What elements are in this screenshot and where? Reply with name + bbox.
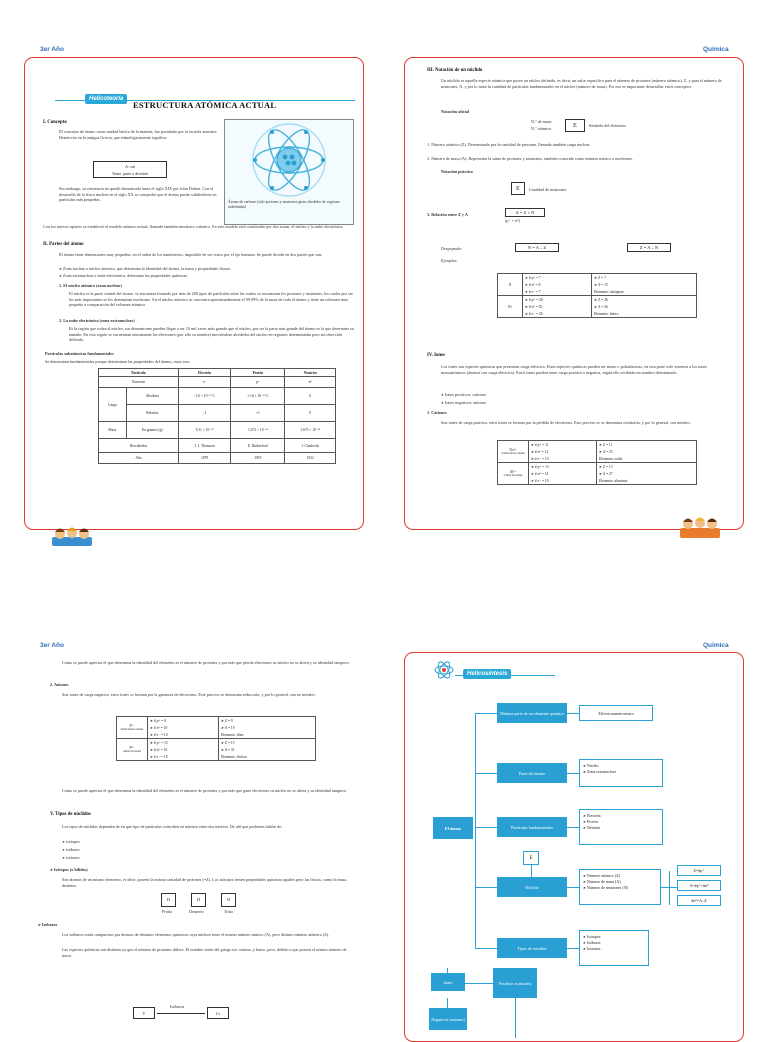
table-header: Electrón bbox=[178, 369, 230, 377]
dalton-text: Sin embargo, su existencia no quedó demostrada hasta el siglo XIX por John Dalton. Con el desarrollo de la física nuclear en el siglo XX se comprobó que el átomo puede subdividirse en partículas más pequeñas. bbox=[59, 186, 217, 203]
table-cell bbox=[117, 739, 148, 761]
section-iones: IV. Iones bbox=[427, 353, 446, 358]
table-row bbox=[498, 296, 697, 304]
isotope-name-deuterio: Deuterio bbox=[189, 909, 204, 914]
table-cell: ➤ # n⁰ = 16 bbox=[148, 746, 219, 753]
bullet-zona-extranuclear: ➤ Zona extranuclear o nube electrónica, determina las propiedades químicas. bbox=[59, 273, 354, 280]
heading-particulas: Partículas subatómicas fundamentales bbox=[45, 351, 114, 356]
node-nuclido: Núclido bbox=[497, 877, 567, 897]
page-1 bbox=[24, 57, 364, 530]
notacion-text: Un núclido es aquella especie atómica que posee un núcleo definido, es decir, un valor específico para el número de protones (número atómico), Z, y para el número de neutrones, N, y por lo tanto la cantidad de partículas fundamentales en el núcleo (número de masa). Por eso es importante desarrollar estos conceptos. bbox=[441, 78, 722, 89]
table-cell: E. Rutherford bbox=[231, 439, 285, 453]
anion-sub: Anión mono-valente bbox=[120, 727, 144, 731]
table-cell: ➤ # p⁺ = 7 bbox=[523, 274, 592, 282]
table-row bbox=[498, 288, 697, 296]
section-concepto: I. Concepto bbox=[43, 120, 67, 125]
list-item: ➤ Isótonos bbox=[583, 946, 645, 952]
node-iones: Iones bbox=[431, 973, 465, 991]
section-tipos-nuclidos: V. Tipos de núclidos bbox=[50, 812, 91, 817]
table-row bbox=[498, 463, 697, 471]
table-cell: ➤ # p⁺ = 15 bbox=[148, 739, 219, 747]
table-header: Protón bbox=[231, 369, 285, 377]
cation-symbol: Al³⁺ bbox=[509, 469, 517, 474]
connector bbox=[475, 887, 497, 888]
isobar-label: Isóbaros bbox=[170, 1004, 185, 1009]
node-tipos-list bbox=[579, 930, 649, 966]
formula-n: N = A – Z bbox=[515, 243, 559, 252]
isobaros-text-2: Las especies químicas son distintas ya que el número de protones difiere. El nombre viene del griego iso: mismo, y baros: peso, debido a que poseen el mismo número de masa. bbox=[62, 947, 347, 958]
example-symbol: N bbox=[508, 282, 512, 287]
element-symbol-2: E bbox=[516, 186, 520, 192]
table-cell: Descubridor bbox=[99, 439, 179, 453]
element-symbol: E bbox=[573, 123, 577, 129]
formula-a: A=#p⁺+#n⁰ bbox=[677, 880, 721, 891]
label-ejemplos: Ejemplos bbox=[441, 258, 457, 263]
section-partes: II. Partes del átomo bbox=[43, 242, 84, 247]
list-item: ➤ Número atómico (Z) bbox=[583, 873, 657, 879]
table-cell: -1,6 × 10⁻¹⁹ C bbox=[178, 388, 230, 405]
anion-table bbox=[116, 716, 316, 761]
node-particulas-list bbox=[579, 809, 663, 845]
header-grade-label: 3er Año bbox=[40, 46, 64, 53]
table-cell: Elemento: fósforo bbox=[218, 753, 315, 761]
formula-z: Z = A – N bbox=[627, 243, 671, 252]
isotope-name-tritio: Tritio bbox=[224, 909, 234, 914]
table-cell bbox=[498, 296, 523, 318]
table-cell: ➤ # n⁰ = 30 bbox=[523, 303, 592, 310]
table-row bbox=[498, 303, 697, 310]
table-cell: ➤ A = 27 bbox=[596, 470, 696, 477]
table-row bbox=[498, 310, 697, 318]
anion-symbol: F¹⁻ bbox=[129, 723, 135, 728]
nube-text: Es la región que rodea al núcleo, sus dimensiones pueden llegar a ser 10 mil veces más grande que el núcleo, por ser la parte más grande del átomo es la que determina su tamaño. En esta región se encuentran únicamente los electrones (por ello su nombre) moviéndose alrededor del núcleo en regiones determinadas pero sin dirección definida. bbox=[69, 326, 354, 343]
table-cell: +1 bbox=[231, 405, 285, 422]
cation-sub: Catión trivalente bbox=[503, 473, 523, 477]
connector bbox=[475, 713, 476, 948]
anion-symbol: P³⁻ bbox=[129, 745, 135, 750]
table-row bbox=[498, 441, 697, 449]
table-row bbox=[99, 405, 336, 422]
table-cell: Elemento: aluminio bbox=[596, 477, 696, 485]
table-cell: n⁰ bbox=[285, 377, 336, 388]
header-subject-label-2: Química bbox=[703, 642, 729, 649]
table-cell: ➤ # n⁰ = 8 bbox=[523, 281, 592, 288]
table-row bbox=[99, 422, 336, 439]
heading-notacion-oficial: Notación oficial bbox=[441, 109, 470, 114]
table-cell: ➤ Z = 26 bbox=[592, 296, 697, 304]
table-cell: En gramos (g) bbox=[126, 422, 178, 439]
section-notacion: III. Notación de un núclido bbox=[427, 68, 483, 73]
table-cell: ➤ # n⁰ = 10 bbox=[148, 724, 219, 731]
table-cell bbox=[117, 717, 148, 739]
table-row bbox=[117, 717, 316, 725]
table-cell: Elemento: hierro bbox=[592, 310, 697, 318]
page-3 bbox=[24, 652, 364, 1024]
relation-sub: (p⁺ + n⁰) bbox=[505, 218, 521, 223]
table-cell: +1,6 × 10⁻¹⁹ C bbox=[231, 388, 285, 405]
table-cell bbox=[498, 441, 529, 463]
node-electricamente-neutro: Eléctricamente neutro bbox=[579, 705, 653, 721]
table-cell: Elemento: nitrógeno bbox=[592, 288, 697, 296]
example-symbol: Fe bbox=[508, 304, 512, 309]
bullet-isobaros: ➤ isóbaros bbox=[62, 847, 80, 854]
list-item: ➤ Protón bbox=[583, 819, 659, 825]
isotope-protio: H bbox=[161, 893, 176, 907]
table-cell: ➤ Z = 15 bbox=[218, 739, 315, 747]
identidad-text-1: Como se puede apreciar el que determina la identidad del elemento es el número de protones y por más que pierda electrones su núcleo no se altera y su identidad tampoco. bbox=[62, 660, 350, 665]
node-positivos: Positivos (cationes) bbox=[493, 968, 537, 998]
table-cell: J. J. Thomson bbox=[178, 439, 230, 453]
practical-symbol-box bbox=[511, 182, 525, 195]
connector bbox=[463, 983, 493, 984]
iones-text: Los iones son especies químicas que presentan carga eléctrica. Estas especies químicas pueden ser mono o poliatómicas, en esta parte solo veremos a los iones monoatómicos (átomos con carga eléctrica). Estos iones pueden tener carga positiva o negativa, según ello recibirán un nombre determinado. bbox=[441, 364, 707, 375]
heading-notacion-practica: Notación práctica bbox=[441, 169, 473, 174]
table-cell: 1919 bbox=[231, 453, 285, 464]
node-minima-parte: Mínima parte de un elemento químico bbox=[497, 703, 567, 723]
heading-isobaros: ➤ Isóbaros bbox=[38, 922, 57, 929]
connector bbox=[669, 871, 670, 905]
table-cell: ➤ # e⁻ = 10 bbox=[529, 455, 597, 463]
isotope-tritio: H bbox=[221, 893, 236, 907]
nucleo-text: El núcleo es la parte central del átomo, se encuentra formado por más de 200 tipos de partículas entre las cuales se encuentran los protones y neutrones, los cuales por ser los más importantes se les denominan nucleones. En el núcleo atómico se concentra aproximadamente el 99,99% de la masa de todo el átomo y tiene un volumen muy pequeño a comparación del volumen atómico. bbox=[69, 291, 353, 308]
atom-caption: Átomo de carbono (sólo protones y neutrones giran alrededor de regiones indefinidas) bbox=[228, 200, 340, 209]
etymology-box bbox=[93, 161, 167, 178]
node-negativos: Negativos (aniones) bbox=[429, 1008, 467, 1030]
heading-isotopos: ➤ Isótopos (o hílidos) bbox=[50, 867, 88, 874]
table-cell: 1,675 × 10⁻²⁴ bbox=[285, 422, 336, 439]
table-cell: 0 bbox=[285, 405, 336, 422]
table-cell: 0 bbox=[285, 388, 336, 405]
table-cell: ➤ # e⁻ = 10 bbox=[148, 731, 219, 739]
node-partes-list bbox=[579, 759, 663, 787]
heading-cationes: 1. Cationes bbox=[427, 410, 447, 415]
table-cell: 9,11 × 10⁻²⁸ bbox=[178, 422, 230, 439]
connector bbox=[567, 713, 579, 714]
bullet-aniones: ➤ Iones negativos: aniones bbox=[441, 400, 486, 407]
label-neutrones: Cantidad de neutrones bbox=[529, 187, 567, 192]
etymology-tomo: Tomo: parte o división bbox=[111, 171, 149, 176]
bullet-zona-nuclear: ➤ Zona nuclear o núcleo atómico, que determina la identidad del átomo, la masa y propiedades físicas. bbox=[59, 266, 354, 273]
etymology-a: A: sin bbox=[125, 164, 135, 169]
heading-nube: 2. La nube electrónica (zona extranuclear) bbox=[59, 318, 135, 323]
connector bbox=[475, 773, 497, 774]
table-cell: e⁻ bbox=[178, 377, 230, 388]
list-item: ➤ Electrón bbox=[583, 813, 659, 819]
table-cell: ➤ # e⁻ = 26 bbox=[523, 310, 592, 318]
heading-aniones: 2. Aniones bbox=[50, 682, 69, 687]
connector bbox=[475, 827, 497, 828]
table-cell: ➤ Z = 11 bbox=[596, 441, 696, 449]
table-cell: ➤ Z = 7 bbox=[592, 274, 697, 282]
table-row bbox=[498, 281, 697, 288]
table-cell: J. Chadwick bbox=[285, 439, 336, 453]
table-cell: ➤ # p⁺ = 9 bbox=[148, 717, 219, 725]
helicosintesis-banner: Helicosíntesis bbox=[463, 669, 511, 679]
cationes-text: Son iones de carga positiva, estos iones se forman por la pérdida de electrones. Este proceso se se denomina oxidación, y por lo general, son metales. bbox=[441, 420, 691, 425]
table-cell: 1932 bbox=[285, 453, 336, 464]
cation-table bbox=[497, 440, 697, 485]
list-item: ➤ Número de neutrones (N) bbox=[583, 885, 657, 891]
item-numero-atomico: 1. Número atómico (Z). Determinado por la cantidad de protones, llamada también carga nuclear. bbox=[427, 142, 591, 147]
item-relacion: 3. Relación entre Z y A bbox=[427, 212, 468, 217]
particulas-text: Se denominan fundamentales porque determinan las propiedades del átomo, estas son: bbox=[45, 359, 190, 364]
node-nuclido-list bbox=[579, 869, 661, 905]
table-cell: ➤ # p⁺ = 13 bbox=[529, 463, 597, 471]
list-item: ➤ Isóbaros bbox=[583, 940, 645, 946]
table-cell: p⁺ bbox=[231, 377, 285, 388]
formula-z: Z=#p⁺ bbox=[677, 865, 721, 876]
table-cell: 1,672 × 10⁻²⁴ bbox=[231, 422, 285, 439]
list-item: ➤ Isótopos bbox=[583, 934, 645, 940]
table-cell: Año bbox=[99, 453, 179, 464]
isobar-cr-box: Cr bbox=[207, 1007, 229, 1019]
table-cell: ➤ # e⁻ = 18 bbox=[148, 753, 219, 761]
label-despejando: Despejando: bbox=[441, 246, 462, 251]
table-cell: Elemento: flúor bbox=[218, 731, 315, 739]
isobar-arrow bbox=[157, 1013, 205, 1014]
table-row bbox=[117, 739, 316, 747]
relation-box: A = Z + N bbox=[505, 208, 545, 217]
header-subject-label: Química bbox=[703, 46, 729, 53]
table-cell: ➤ # n⁰ = 14 bbox=[529, 470, 597, 477]
table-header: Neutrón bbox=[285, 369, 336, 377]
tipos-text: Los tipos de núclidos dependen de en qué tipo de partículas coinciden en número entre dos núcleos. De ahí que podemos hablar de: bbox=[62, 824, 283, 829]
table-cell: ➤ A = 23 bbox=[596, 448, 696, 455]
node-particulas: Partículas fundamentales bbox=[497, 817, 567, 837]
connector bbox=[567, 887, 579, 888]
table-cell: ➤ A = 19 bbox=[218, 724, 315, 731]
aniones-text: Son iones de carga negativa, estos iones se forman por la ganancia de electrones. Este proceso se denomina reducción, y por lo general, son no metales. bbox=[62, 692, 316, 697]
label-numero-atomico: N.° atómico bbox=[531, 126, 552, 131]
node-tipos-nuclidos: Tipos de núclidos bbox=[497, 938, 567, 958]
table-cell: Relativa bbox=[126, 405, 178, 422]
bullet-cationes: ➤ Iones positivos: cationes bbox=[441, 392, 486, 399]
concepto-text: El concepto de átomo como unidad básica de la materia, fue postulado por la escuela atomista Demócrito en la antigua Grecia, que etimológicamente significa: bbox=[59, 129, 217, 140]
connector bbox=[447, 998, 448, 1008]
item-numero-masa: 2. Número de masa (A). Representa la suma de protones y neutrones, también conocido como número másico o nucleones. bbox=[427, 156, 634, 161]
table-cell: ➤ A = 56 bbox=[592, 303, 697, 310]
table-cell: Notación bbox=[99, 377, 179, 388]
table-cell: Masa bbox=[99, 422, 127, 439]
table-cell bbox=[498, 274, 523, 296]
connector bbox=[475, 948, 497, 949]
table-cell: Absoluta bbox=[126, 388, 178, 405]
symbol-box bbox=[565, 119, 585, 132]
table-cell: ➤ # e⁻ = 10 bbox=[529, 477, 597, 485]
list-item: ➤ Núcleo bbox=[583, 763, 659, 769]
page-2 bbox=[404, 57, 744, 530]
node-el-atomo: El átomo bbox=[433, 817, 473, 839]
formula-n: #n⁰=A–Z bbox=[677, 895, 721, 906]
list-item: ➤ Zona extranuclear bbox=[583, 769, 659, 775]
table-row bbox=[99, 453, 336, 464]
list-item: ➤ Neutrón bbox=[583, 825, 659, 831]
table-cell: ➤ A = 31 bbox=[218, 746, 315, 753]
table-cell: Elemento: sodio bbox=[596, 455, 696, 463]
connector bbox=[567, 773, 579, 774]
bullet-isotopos: ➤ isótopos bbox=[62, 839, 80, 846]
identidad-text-2: Como se puede apreciar el que determina la identidad del elemento es el número de protones y por más que gane electrones su núcleo no se altera y su identidad tampoco. bbox=[62, 788, 348, 793]
connector bbox=[567, 948, 579, 949]
table-cell: ➤ A = 15 bbox=[592, 281, 697, 288]
nuclide-symbol-box: E bbox=[523, 851, 539, 865]
atom-banner-icon bbox=[433, 661, 455, 679]
helicoteoria-banner: Helicoteoría bbox=[85, 94, 127, 104]
table-cell: ➤ # e⁻ = 7 bbox=[523, 288, 592, 296]
modelo-text: Con los nuevos aportes se estableció el modelo atómico actual, llamado también mecánico cuántico. En este modelo está constituido por dos zonas: el núcleo y la nube electrónica. bbox=[43, 224, 344, 229]
kids-mascot-icon bbox=[678, 514, 722, 540]
isobar-v-box: V bbox=[133, 1007, 155, 1019]
connector bbox=[515, 998, 516, 1038]
isotope-name-protio: Protio bbox=[162, 909, 173, 914]
heading-nucleo: 1. El núcleo atómico (zona nuclear) bbox=[59, 283, 122, 288]
isotope-deuterio: H bbox=[191, 893, 206, 907]
list-item: ➤ Número de masa (A) bbox=[583, 879, 657, 885]
label-simbolo: Símbolo del elemento bbox=[589, 123, 626, 128]
table-cell: ➤ # p⁺ = 11 bbox=[529, 441, 597, 449]
page-4 bbox=[404, 652, 744, 1042]
label-numero-masa: N.° de masa bbox=[531, 119, 552, 124]
atom-illustration bbox=[224, 119, 354, 225]
cation-sub: Catión mono-valente bbox=[501, 451, 525, 455]
table-cell: Carga bbox=[99, 388, 127, 422]
table-header-row bbox=[99, 369, 336, 377]
isotopos-text: Son átomos de un mismo elemento, es decir, poseen la misma cantidad de protones (=Z). Los isótopos tienen propiedades químicas iguales pero las físicas, como la masa, distintas. bbox=[62, 877, 348, 888]
isobaros-text: Los isóbaros están compuestos por átomos de distintos elementos químicos cuya núcleos tiene el mismo número másico (A), pero distinto número atómico (Z). bbox=[62, 932, 330, 937]
table-cell: ➤ # p⁺ = 26 bbox=[523, 296, 592, 304]
table-row bbox=[498, 274, 697, 282]
anion-sub: Anión trivalente bbox=[122, 749, 142, 753]
table-cell: ➤ Z = 13 bbox=[596, 463, 696, 471]
table-cell: ➤ # n⁰ = 12 bbox=[529, 448, 597, 455]
partes-text: El átomo tiene dimensiones muy pequeñas, en el orden de los nanómetros, imposible de ser vistos por el ojo humano. Se puede dividir en dos partes que son: bbox=[59, 252, 323, 257]
table-row bbox=[99, 439, 336, 453]
bullet-isotonos: ➤ isótonos bbox=[62, 855, 80, 862]
particles-table bbox=[98, 368, 336, 464]
node-parte-atomo: Parte del átomo bbox=[497, 763, 567, 783]
cation-symbol: Na¹⁺ bbox=[509, 447, 517, 452]
table-row bbox=[99, 388, 336, 405]
table-header: Partícula bbox=[99, 369, 179, 377]
examples-table bbox=[497, 273, 697, 318]
table-cell: 1879 bbox=[178, 453, 230, 464]
connector bbox=[567, 827, 579, 828]
table-cell: –1 bbox=[178, 405, 230, 422]
header-grade-label-2: 3er Año bbox=[40, 642, 64, 649]
page-title: ESTRUCTURA ATÓMICA ACTUAL bbox=[133, 100, 277, 110]
table-cell: ➤ Z = 9 bbox=[218, 717, 315, 725]
table-cell bbox=[498, 463, 529, 485]
connector bbox=[475, 713, 497, 714]
kids-mascot-icon bbox=[50, 525, 94, 547]
table-row bbox=[99, 377, 336, 388]
